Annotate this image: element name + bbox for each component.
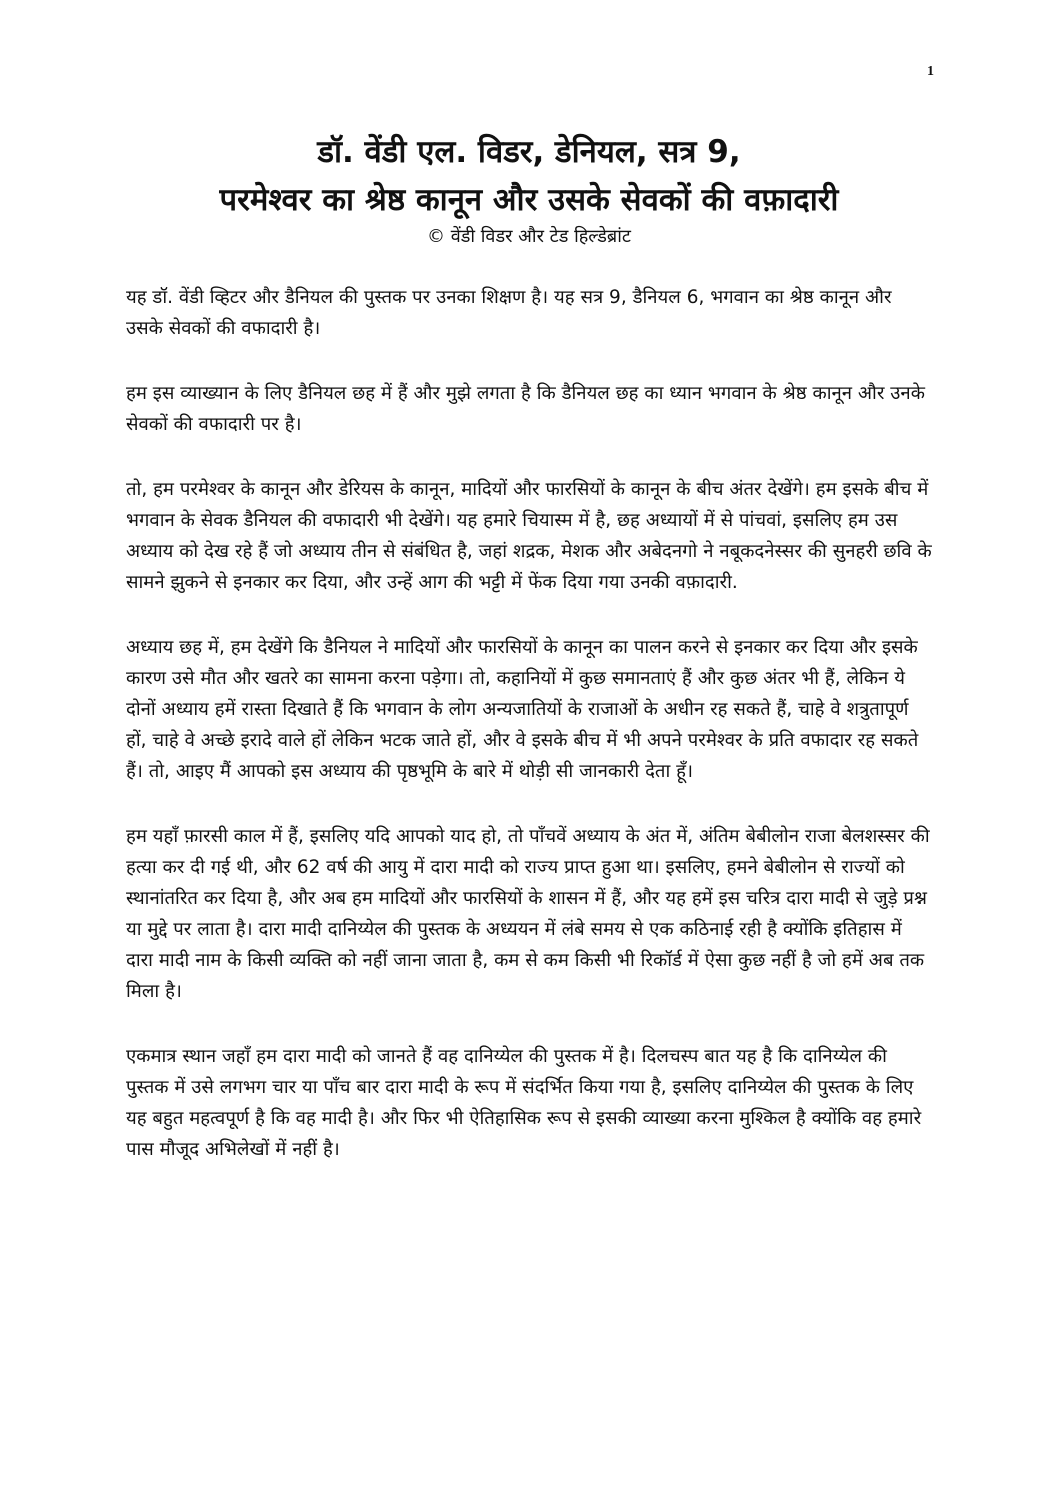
- title-line-2: परमेश्वर का श्रेष्ठ कानून और उसके सेवकों की वफ़ादारी: [219, 182, 839, 218]
- paragraph-3: तो, हम परमेश्वर के कानून और डेरियस के कानून, मादियों और फारसियों के कानून के बीच अंतर देखेंगे। हम इसके बीच में भगवान के सेवक डैनियल की वफादारी भी देखेंगे। यह हमारे चियास्म में है, छह अध्यायों में से पांचवां, इसलिए हम उस अध्याय को देख रहे हैं जो अध्याय तीन से संबंधित है, जहां शद्रक, मेशक और अबेदनगो ने नबूकदनेस्सर की सुनहरी छवि के सामने झुकने से इनकार कर दिया, और उन्हें आग की भट्टी में फेंक दिया गया उनकी वफ़ादारी.: [126, 479, 932, 593]
- paragraph-4: अध्याय छह में, हम देखेंगे कि डैनियल ने मादियों और फारसियों के कानून का पालन करने से इनकार कर दिया और इसके कारण उसे मौत और खतरे का सामना करना पड़ेगा। तो, कहानियों में कुछ समानताएं हैं और कुछ अंतर भी हैं, लेकिन ये दोनों अध्याय हमें रास्ता दिखाते हैं कि भगवान के लोग अन्यजातियों के राजाओं के अधीन रह सकते हैं, चाहे वे शत्रुतापूर्ण हों, चाहे वे अच्छे इरादे वाले हों लेकिन भटक जाते हों, और वे इसके बीच में भी अपने परमेश्वर के प्रति वफादार रह सकते हैं। तो, आइए मैं आपको इस अध्याय की पृष्ठभूमि के बारे में थोड़ी सी जानकारी देता हूँ।: [126, 637, 919, 782]
- paragraph-1: यह डॉ. वेंडी व्हिटर और डैनियल की पुस्तक पर उनका शिक्षण है। यह सत्र 9, डैनियल 6, भगवान का श्रेष्ठ कानून और उसके सेवकों की वफादारी है।: [126, 287, 892, 339]
- page-number: 1: [927, 64, 934, 79]
- copyright-line: © वेंडी विडर और टेड हिल्डेब्रांट: [427, 226, 631, 247]
- title-line-1: डॉ. वेंडी एल. विडर, डेनियल, सत्र 9,: [317, 134, 741, 170]
- paragraph-5: हम यहाँ फ़ारसी काल में हैं, इसलिए यदि आपको याद हो, तो पाँचवें अध्याय के अंत में, अंतिम बेबीलोन राजा बेलशस्सर की हत्या कर दी गई थी, और 62 वर्ष की आयु में दारा मादी को राज्य प्राप्त हुआ था। इसलिए, हमने बेबीलोन से राज्यों को स्थानांतरित कर दिया है, और अब हम मादियों और फारसियों के शासन में हैं, और यह हमें इस चरित्र दारा मादी से जुड़े प्रश्न या मुद्दे पर लाता है। दारा मादी दानिय्येल की पुस्तक के अध्ययन में लंबे समय से एक कठिनाई रही है क्योंकि इतिहास में दारा मादी नाम के किसी व्यक्ति को नहीं जाना जाता है, कम से कम किसी भी रिकॉर्ड में ऐसा कुछ नहीं है जो हमें अब तक मिला है।: [126, 826, 930, 1002]
- title-block: [96, 128, 962, 250]
- paragraph-2: हम इस व्याख्यान के लिए डैनियल छह में हैं और मुझे लगता है कि डैनियल छह का ध्यान भगवान के श्रेष्ठ कानून और उनके सेवकों की वफादारी पर है।: [126, 383, 925, 435]
- body-text: [126, 282, 932, 1199]
- paragraph-6: एकमात्र स्थान जहाँ हम दारा मादी को जानते हैं वह दानिय्येल की पुस्तक में है। दिलचस्प बात यह है कि दानिय्येल की पुस्तक में उसे लगभग चार या पाँच बार दारा मादी के रूप में संदर्भित किया गया है, इसलिए दानिय्येल की पुस्तक के लिए यह बहुत महत्वपूर्ण है कि वह मादी है। और फिर भी ऐतिहासिक रूप से इसकी व्याख्या करना मुश्किल है क्योंकि वह हमारे पास मौजूद अभिलेखों में नहीं है।: [126, 1046, 922, 1160]
